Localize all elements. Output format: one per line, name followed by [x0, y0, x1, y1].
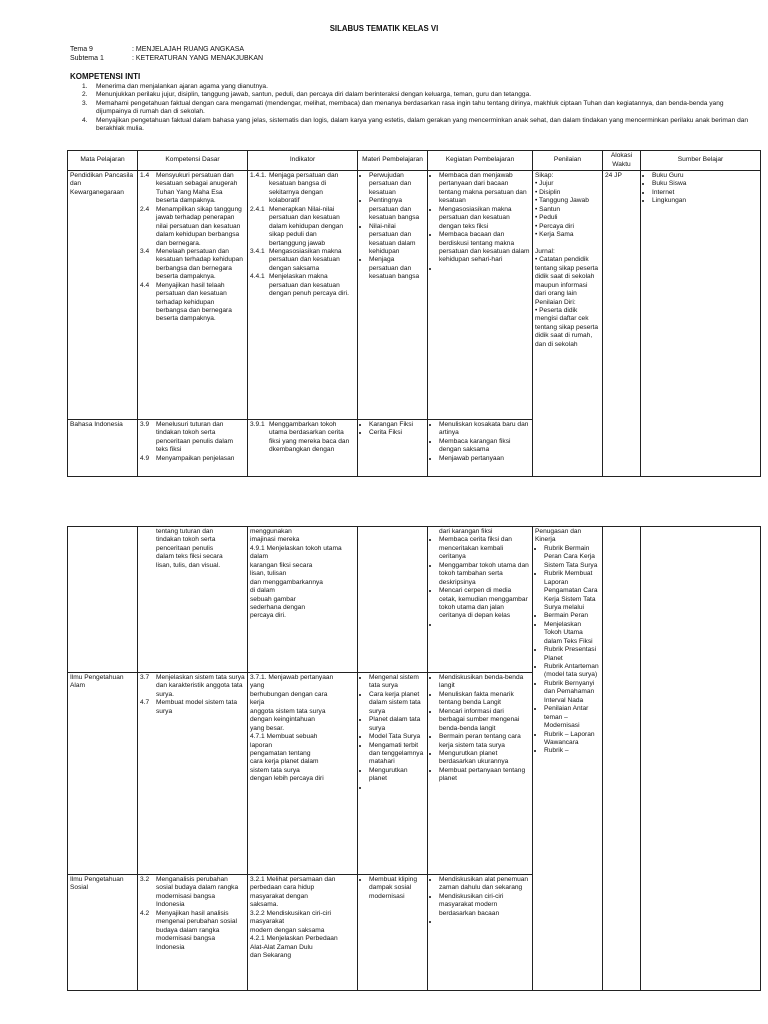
item-text: Menerapkan Nilai-nilai persatuan dan kesatuan dalam kehidupan dengan sikap peduli dan bertanggung jawab: [269, 205, 344, 247]
text-line: Sikap:: [535, 172, 554, 179]
text-line: Penilaian Diri:: [535, 298, 576, 306]
text-line: • Jujur: [535, 180, 554, 188]
bullet-item: • Bermain Peran: [544, 612, 600, 620]
item-number: 3.2: [140, 876, 150, 883]
text-line: dalam teks fiksi secara: [156, 553, 223, 561]
bullet-item: • Menuliskan fakta menarik tentang benda Langit: [439, 691, 530, 708]
subtema-value: : KETERATURAN YANG MENAKJUBKAN: [132, 55, 264, 63]
kompetensi-inti-list: [82, 83, 757, 134]
item-text: Menjaga persatuan dan kesatuan bangsa di sekitarnya dengan kolaboratif: [269, 172, 339, 205]
kompetensi-inti-number: 3.: [82, 99, 88, 107]
bullet-list: [360, 674, 425, 792]
bullet-item: • Mendiskusikan ciri-ciri masyarakat modern berdasarkan bacaan: [439, 893, 530, 918]
text-line: sederhana dengan: [250, 603, 305, 611]
text-line: sistem tata surya: [250, 766, 300, 774]
kompetensi-dasar-item: [140, 455, 245, 463]
bullet-item: • Mendiskusikan alat penemuan zaman dahulu dan sekarang: [439, 876, 530, 893]
item-number: 4.4.1: [250, 273, 265, 281]
text-line: tindakan tokoh serta: [156, 536, 216, 544]
item-number: 4.2: [140, 909, 150, 917]
item-number: 4.4: [140, 281, 150, 289]
bullet-item: • Mengurutkan planet: [369, 767, 425, 784]
bi-cont-materi: [358, 527, 428, 673]
bullet-list: [430, 421, 530, 463]
indikator-item: [250, 172, 355, 206]
bullet-item: • Membaca cerita fiksi dan menceritakan kembali ceritanya: [439, 536, 530, 561]
text-line: lisan, tulis, dan visual.: [156, 561, 221, 569]
bullet-item: • Planet dalam tata surya: [369, 716, 425, 733]
header-kegiatan: Kegiatan Pembelajaran: [428, 151, 533, 171]
bullet-item: • Membuat kliping dampak sosial modernisasi: [369, 876, 425, 901]
text-line: • Tanggung Jawab: [535, 197, 589, 205]
bullet-item: [439, 265, 530, 273]
text-line: percaya diri.: [250, 612, 286, 620]
text-line: pengamatan tentang: [250, 749, 311, 757]
header-mata-pelajaran: Mata Pelajaran: [68, 151, 138, 171]
text-line: saksama.: [250, 901, 279, 909]
text-line: dan menggambarkannya: [250, 578, 323, 586]
text-line: • Peduli: [535, 214, 558, 222]
kompetensi-dasar-item: [140, 699, 245, 716]
text-line: dalam: [250, 553, 268, 561]
bullet-item: • Rubrik Presentasi Planet: [544, 646, 600, 663]
table-header-row: [68, 151, 761, 171]
kompetensi-inti-number: 2.: [82, 91, 88, 99]
item-text: Menelaah persatuan dan kesatuan terhadap kehidupan berbangsa dan bernegara beserta dampaknya.: [156, 247, 243, 281]
item-number: 4.7: [140, 699, 150, 707]
item-number: 2.4.1: [250, 205, 265, 213]
indikator-item: [250, 206, 355, 248]
item-text: Menyampaikan penjelasan: [156, 454, 235, 462]
ipa-mapel: Ilmu Pengetahuan Alam: [68, 673, 138, 875]
bullet-item: • Rubrik Bermain Peran Cara Kerja Sistem Tata Surya: [544, 545, 600, 570]
syllabus-table-part-1: [67, 150, 761, 477]
bullet-list: [643, 172, 758, 206]
text-line: imajinasi mereka: [250, 536, 300, 544]
item-text: Mensyukuri persatuan dan kesatuan sebagai anugerah Tuhan Yang Maha Esa beserta dampaknya.: [156, 172, 238, 205]
bullet-item: • Menjaga persatuan dan kesatuan bangsa: [369, 256, 425, 281]
text-line: di dalam: [250, 587, 275, 595]
ppkn-indikator: [248, 171, 358, 420]
item-number: 3.9: [140, 421, 150, 428]
item-text: Menelusuri tuturan dan tindakan tokoh serta penceritaan penulis dalam teks fiksi: [156, 421, 233, 454]
item-text: Menyajikan hasil telaah persatuan dan kesatuan terhadap kehidupan berbangsa dan bernegara beserta dampaknya.: [156, 281, 232, 323]
header-materi: Materi Pembelajaran: [358, 151, 428, 171]
kompetensi-inti-number: 4.: [82, 116, 88, 124]
bullet-item: • Pentingnya persatuan dan kesatuan bangsa: [369, 197, 425, 222]
kompetensi-dasar-item: [140, 206, 245, 248]
text-line: masyarakat dengan: [250, 892, 308, 900]
kompetensi-inti-heading: KOMPETENSI INTI: [70, 72, 141, 81]
text-line: yang: [250, 682, 265, 690]
ppkn-materi: [358, 171, 428, 420]
bullet-list: [430, 536, 530, 629]
bullet-item: • Perwujudan persatuan dan kesatuan: [369, 172, 425, 197]
text-line: dari karangan fiksi: [439, 528, 493, 535]
bullet-item: • Menuliskan kosakata baru dan artinya: [439, 421, 530, 438]
syllabus-table-part-2: [67, 526, 761, 991]
text-line: • Peserta didik mengisi daftar cek tentang sikap peserta didik saat di rumah, dan di sekolah: [535, 307, 599, 348]
header-sumber-belajar: Sumber Belajar: [641, 151, 761, 171]
bullet-item: • Internet: [652, 189, 758, 197]
kompetensi-dasar-item: [140, 172, 245, 206]
text-line: cara kerja planet dalam: [250, 758, 319, 766]
bullet-item: • Membaca dan menjawab pertanyaan dari bacaan tentang makna persatuan dan kesatuan: [439, 172, 530, 206]
text-line: 3.2.2 Mendiskusikan ciri-ciri: [250, 909, 331, 917]
bi-cont-penilaian: [533, 527, 603, 991]
kompetensi-dasar-item: [140, 421, 245, 455]
bullet-list: [360, 172, 425, 282]
bullet-item: • Menjelaskan Tokoh Utama dalam Teks Fiksi: [544, 621, 600, 646]
item-text: Menggambarkan tokoh utama berdasarkan cerita fiksi yang mereka baca dan dkembangkan dengan: [269, 421, 350, 454]
ppkn-kd: [138, 171, 248, 420]
subtema-label: Subtema 1: [70, 55, 104, 63]
bullet-item: • Buku Siswa: [652, 180, 758, 188]
text-line: dengan lebih percaya diri: [250, 775, 324, 783]
item-text: Mengasosiasikan makna persatuan dan kesatuan dengan saksama: [269, 247, 342, 272]
item-text: Menyajikan hasil analisis mengenai perubahan sosial budaya dalam rangka modernisasi bangsa Indonesia: [156, 909, 238, 951]
text-line: karangan fiksi secara: [250, 561, 313, 569]
text-line: berhubungan dengan cara: [250, 690, 328, 698]
bi-kd: [138, 420, 248, 477]
text-line: • Percaya diri: [535, 222, 574, 230]
text-line: • Disiplin: [535, 188, 561, 196]
document-meta: [70, 45, 263, 63]
text-line: • Santun: [535, 205, 561, 213]
text-line: Alat-Alat Zaman Dulu: [250, 943, 313, 951]
ipa-kd: [138, 673, 248, 875]
item-number: 1.4.1.: [250, 172, 267, 179]
text-line: sebuah gambar: [250, 595, 296, 603]
bullet-item: • Rubrik Membuat Laporan Pengamatan Cara Kerja Sistem Tata Surya melalui: [544, 570, 600, 612]
bi-indikator: [248, 420, 358, 477]
table-row-ppkn: [68, 171, 761, 420]
bullet-item: • Model Tata Surya: [369, 733, 425, 741]
bullet-item: • Mengasosiasikan makna persatuan dan kesatuan dengan teks fiksi: [439, 206, 530, 231]
bullet-item: • Mencari informasi dari berbagai sumber mengenai benda-benda langit: [439, 708, 530, 733]
kompetensi-inti-item: [82, 91, 757, 99]
penilaian-intro: Penugasan dan Kinerja: [535, 528, 582, 544]
kompetensi-inti-text: Menyajikan pengetahuan faktual dalam bahasa yang jelas, sistematis dan logis, dalam karya yang estetis, dalam gerakan yang mencerminkan anak sehat, dan dalam tindakan yang mencerminkan perilaku anak beriman dan berakhlak mulia.: [96, 116, 749, 133]
bullet-item: • Cara kerja planet dalam sistem tata surya: [369, 691, 425, 716]
item-text: Menjelaskan sistem tata surya dan karakteristik anggota tata surya.: [156, 674, 245, 698]
kompetensi-inti-item: [82, 100, 757, 117]
text-line: penceritaan penulis: [156, 544, 214, 552]
bullet-item: • Membuat pertanyaan tentang planet: [439, 767, 530, 784]
bullet-item: • Menggambar tokoh utama dan tokoh tambahan serta deskripsinya: [439, 562, 530, 587]
bullet-item: • Karangan Fiksi: [369, 421, 425, 429]
text-line: 4.7.1 Membuat sebuah: [250, 733, 318, 741]
indikator-item: [250, 421, 355, 455]
bullet-item: • Membaca bacaan dan berdiskusi tentang makna persatuan dan kesatuan dalam kehidupan sehari-hari: [439, 231, 530, 265]
subtema-row: [70, 54, 263, 63]
bullet-item: [439, 918, 530, 926]
bullet-item: • Mengenal sistem tata surya: [369, 674, 425, 691]
item-number: 3.4: [140, 247, 150, 255]
bullet-list: [535, 545, 600, 756]
text-line: menggunakan: [250, 528, 292, 535]
item-text: Menganalisis perubahan sosial budaya dalam rangka modernisasi bangsa Indonesia: [156, 876, 239, 909]
text-line: laporan: [250, 741, 272, 749]
ipa-indikator: [248, 673, 358, 875]
ipa-materi: [358, 673, 428, 875]
item-number: 2.4: [140, 205, 150, 213]
bullet-list: [360, 421, 425, 438]
item-text: Membuat model sistem tata surya: [156, 699, 237, 715]
header-indikator: Indikator: [248, 151, 358, 171]
bullet-item: • Mengamati terbit dan tenggelamnya matahari: [369, 742, 425, 767]
item-text: Menjelaskan makna persatuan dan kesatuan dengan penuh percaya diri.: [269, 273, 349, 298]
item-number: 4.9: [140, 454, 150, 462]
ppkn-kegiatan: [428, 171, 533, 420]
kompetensi-dasar-item: [140, 674, 245, 699]
bullet-item: [439, 621, 530, 629]
kompetensi-inti-item: [82, 83, 757, 91]
header-alokasi-waktu: Alokasi Waktu: [603, 151, 641, 171]
bullet-item: • Mencari cerpen di media cetak, kemudian menggambar tokoh utama dan jalan ceritanya di depan kelas: [439, 587, 530, 621]
indikator-item: [250, 273, 355, 298]
bullet-item: • Rubrik – Laporan Wawancara: [544, 731, 600, 748]
bi-mapel: Bahasa Indonesia: [68, 420, 138, 477]
bullet-item: • Buku Guru: [652, 172, 758, 180]
ppkn-mapel: Pendidikan Pancasila dan Kewarganegaraan: [68, 171, 138, 420]
text-line: masyarakat: [250, 918, 285, 926]
bi-cont-sumber: [641, 527, 761, 991]
text-line: 4.9.1 Menjelaskan tokoh utama: [250, 544, 342, 552]
ips-kd: [138, 875, 248, 991]
text-line: 3.7.1. Menjawab pertanyaan: [250, 674, 334, 681]
bi-kegiatan: [428, 420, 533, 477]
bullet-item: • Lingkungan: [652, 197, 758, 205]
ips-mapel: Ilmu Pengetahuan Sosial: [68, 875, 138, 991]
bullet-item: • Nilai-nilai persatuan dan kesatuan dalam kehidupan: [369, 223, 425, 257]
bullet-item: • Rubrik Antarteman (model tata surya): [544, 663, 600, 680]
kompetensi-dasar-item: [140, 282, 245, 324]
item-number: 1.4: [140, 172, 150, 179]
bi-cont-alokasi: [603, 527, 641, 991]
text-line: Jurnal:: [535, 247, 555, 255]
bullet-item: • Bermain peran tentang cara kerja sistem tata surya: [439, 733, 530, 750]
bullet-item: • Membaca karangan fiksi dengan saksama: [439, 438, 530, 455]
text-line: lisan, tulisan: [250, 570, 287, 578]
bi-materi: [358, 420, 428, 477]
tema-row: [70, 45, 263, 54]
text-line: dengan keingintahuan: [250, 716, 315, 724]
bi-cont-kd: [138, 527, 248, 673]
bullet-item: • Rubrik –: [544, 747, 600, 755]
bullet-item: • Penilaian Antar teman – Modernisasi: [544, 705, 600, 730]
penilaian-rubrik-list: [535, 545, 600, 756]
tema-label: Tema 9: [70, 46, 93, 53]
bullet-item: • Menjawab pertanyaan: [439, 455, 530, 463]
text-line: • Catatan pendidik tentang sikap peserta didik saat di sekolah maupun informasi dari orang lain: [535, 256, 599, 298]
tema-value: : MENJELAJAH RUANG ANGKASA: [132, 46, 245, 53]
item-number: 3.9.1: [250, 421, 265, 428]
bi-cont-kegiatan-lines: [430, 528, 530, 536]
bullet-list: [360, 876, 425, 901]
text-line: 3.2.1 Melihat persamaan dan: [250, 876, 336, 883]
text-line: anggota sistem tata surya: [250, 707, 326, 715]
ppkn-sumber: [641, 171, 761, 477]
bullet-list: [430, 674, 530, 784]
kompetensi-dasar-item: [140, 876, 245, 910]
bullet-list: [430, 172, 530, 273]
text-line: [535, 240, 600, 248]
text-line: tentang tuturan dan: [156, 528, 214, 535]
bullet-item: • Rubrik Bernyanyi dan Pemahaman Interval Nada: [544, 680, 600, 705]
kompetensi-inti-text: Menerima dan menjalankan ajaran agama yang dianutnya.: [96, 83, 268, 90]
ips-kegiatan: [428, 875, 533, 991]
text-line: kerja: [250, 699, 265, 707]
page-title: SILABUS TEMATIK KELAS VI: [329, 24, 439, 33]
bullet-item: • Cerita Fiksi: [369, 429, 425, 437]
indikator-item: [250, 248, 355, 273]
item-number: 3.7: [140, 674, 150, 681]
kompetensi-inti-item: [82, 117, 757, 134]
text-line: 4.2.1 Menjelaskan Perbedaan: [250, 935, 338, 943]
item-number: 3.4.1: [250, 247, 265, 255]
table-row-bi-continued: [68, 527, 761, 673]
kompetensi-dasar-item: [140, 248, 245, 282]
kompetensi-inti-text: Menunjukkan perilaku jujur, disiplin, tanggung jawab, santun, peduli, dan percaya diri dalam berinteraksi dengan keluarga, teman, guru dan tetangga.: [96, 91, 532, 99]
ips-indikator: [248, 875, 358, 991]
bullet-item: [369, 784, 425, 792]
text-line: yang besar.: [250, 724, 285, 732]
text-line: dan Sekarang: [250, 951, 292, 959]
bi-cont-indikator: [248, 527, 358, 673]
text-line: • Kerja Sama: [535, 231, 574, 239]
ppkn-penilaian: [533, 171, 603, 477]
item-text: Menampilkan sikap tanggung jawab terhadap penerapan nilai persatuan dan kesatuan dalam kehidupan berbangsa dan bernegara.: [156, 205, 242, 247]
kompetensi-inti-number: 1.: [82, 83, 88, 90]
kompetensi-dasar-item: [140, 910, 245, 952]
bi-cont-mapel: [68, 527, 138, 673]
ips-materi: [358, 875, 428, 991]
bullet-item: • Mengurutkan planet berdasarkan ukurannya: [439, 750, 530, 767]
bi-cont-kegiatan: [428, 527, 533, 673]
text-line: modern dengan saksama: [250, 926, 325, 934]
header-penilaian: Penilaian: [533, 151, 603, 171]
ipa-kegiatan: [428, 673, 533, 875]
kompetensi-inti-text: Memahami pengetahuan faktual dengan cara mengamati (mendengar, melihat, membaca) dan menanya berdasarkan rasa ingin tahu tentang dirinya, makhluk ciptaan Tuhan dan kegiatannya, dan benda-benda yang dijumpainya di rumah dan di sekolah.: [96, 99, 724, 116]
header-kompetensi-dasar: Kompetensi Dasar: [138, 151, 248, 171]
bullet-item: • Mendiskusikan benda-benda langit: [439, 674, 530, 691]
bi-cont-kegiatan-bullets: [430, 536, 530, 629]
text-line: perbedaan cara hidup: [250, 884, 315, 892]
ppkn-alokasi: 24 JP: [603, 171, 641, 477]
bullet-list: [430, 876, 530, 927]
